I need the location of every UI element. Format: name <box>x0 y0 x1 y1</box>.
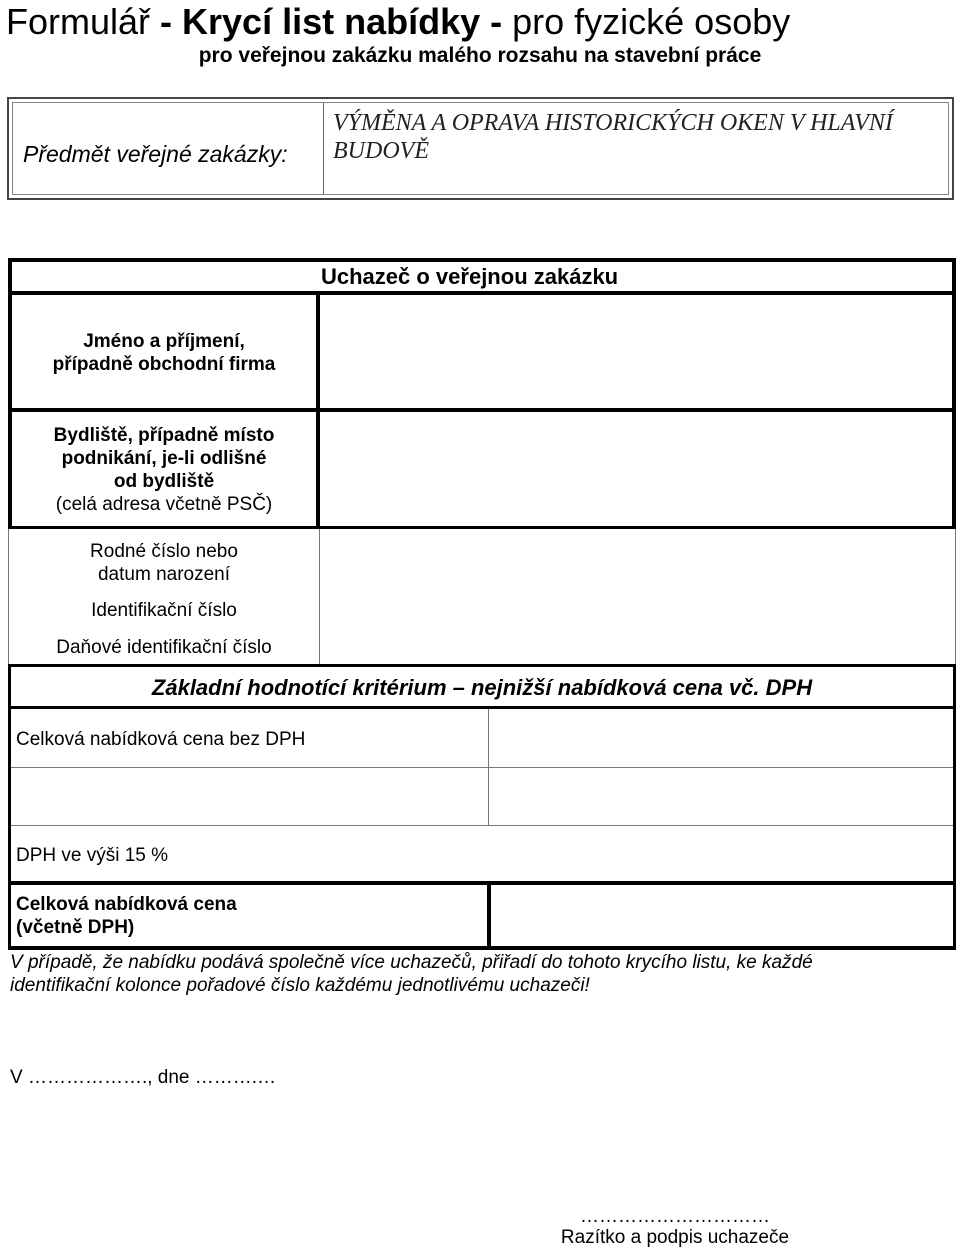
title-part-1: Formulář <box>6 1 161 42</box>
applicant-name-field[interactable] <box>320 295 952 408</box>
applicant-name-label: Jméno a příjmení, případně obchodní firma <box>52 331 276 375</box>
applicant-heading: Uchazeč o veřejnou zakázku <box>321 264 619 289</box>
criterion-bottom-border <box>8 946 956 950</box>
applicant-address-field[interactable] <box>320 412 952 526</box>
joint-bid-note: V případě, že nabídku podává společně více uchazečů, přiřadí do tohoto krycího listu, ke každé identifikační kolonce pořadové číslo každému jednotlivému uchazeči! <box>10 952 813 996</box>
total-price-label: Celková nabídková cena (včetně DPH) <box>16 894 237 938</box>
place-date-line: V ………………., dne ……….… <box>10 1067 277 1088</box>
birth-number-label: Rodné číslo nebo datum narození <box>90 541 238 585</box>
lower-right-border <box>955 529 956 665</box>
criterion-heading: Základní hodnotící kritérium – nejnižší nabídková cena vč. DPH <box>151 675 813 700</box>
applicant-address-label: Bydliště, případně místo podnikání, je-li odlišné od bydliště (celá adresa včetně PSČ) <box>53 425 275 515</box>
price-without-vat-field[interactable] <box>490 709 953 767</box>
form-title <box>6 2 956 42</box>
subject-label: Předmět veřejné zakázky: <box>23 141 288 167</box>
signature-dots: ………………………… <box>580 1206 770 1227</box>
tax-id-field[interactable] <box>320 628 955 664</box>
criterion-left-border <box>8 664 11 950</box>
signature-label: Razítko a podpis uchazeče <box>560 1227 790 1248</box>
empty-value-field[interactable] <box>490 768 953 825</box>
birth-number-field[interactable] <box>320 529 955 589</box>
applicant-top-border <box>8 258 955 262</box>
vat-field[interactable] <box>490 826 953 882</box>
applicant-right-border <box>952 258 956 529</box>
title-part-3: pro fyzické osoby <box>502 1 791 42</box>
form-subtitle: pro veřejnou zakázku malého rozsahu na stavební práce <box>198 44 762 67</box>
subject-divider <box>323 103 324 194</box>
price-without-vat-label: Celková nabídková cena bez DPH <box>16 729 306 750</box>
total-price-field[interactable] <box>491 885 953 947</box>
subject-value: VÝMĚNA A OPRAVA HISTORICKÝCH OKEN V HLAVNÍ BUDOVĚ <box>333 110 893 164</box>
subject-box <box>7 97 954 200</box>
id-number-label: Identifikační číslo <box>91 600 237 621</box>
vat-label: DPH ve výši 15 % <box>16 845 169 866</box>
tax-id-label: Daňové identifikační číslo <box>56 637 272 658</box>
id-number-field[interactable] <box>320 592 955 626</box>
criterion-top-border <box>8 664 956 667</box>
title-part-2: - Krycí list nabídky - <box>160 1 503 42</box>
criterion-right-border <box>953 664 956 950</box>
subject-inner-frame <box>12 102 949 195</box>
